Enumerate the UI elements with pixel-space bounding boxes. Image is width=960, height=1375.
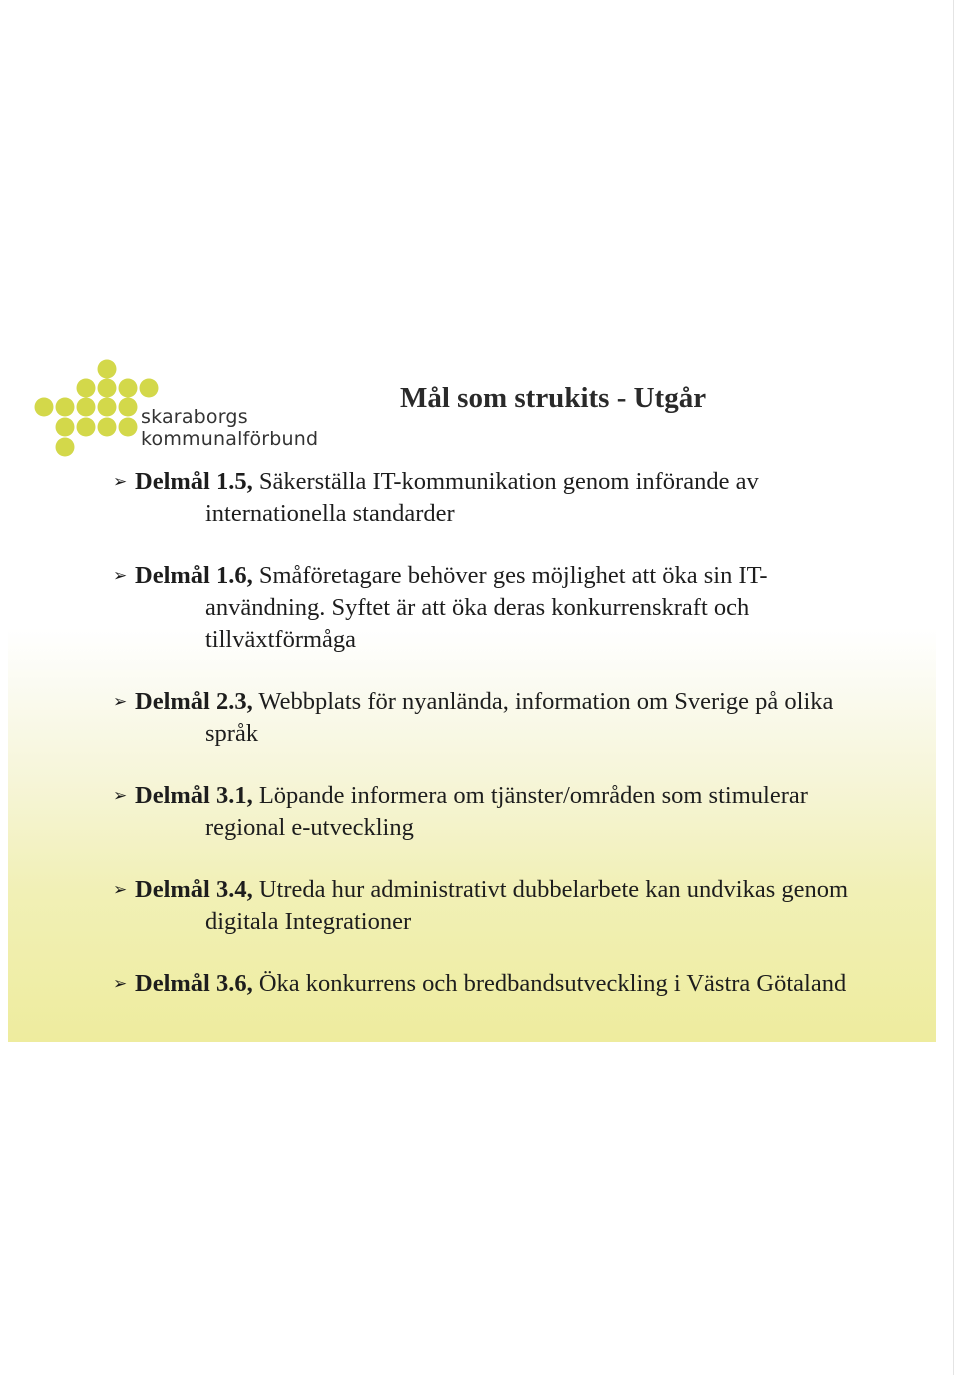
goal-item (113, 560, 873, 656)
goal-body (135, 780, 873, 844)
goal-body (135, 560, 873, 656)
goal-body (135, 686, 873, 750)
goal-item (113, 780, 873, 844)
logo-line-2: kommunalförbund (141, 428, 319, 450)
arrow-bullet-icon: ➢ (113, 566, 128, 585)
goal-text: Öka konkurrens och bredbandsutveckling i Västra Götaland (258, 970, 847, 997)
logo-line-1: skaraborgs (141, 406, 248, 428)
goal-text: Småföretagare behöver ges möjlighet att öka sin IT-användning. Syftet är att öka deras konkurrenskraft och tillväxtförmåga (205, 562, 768, 653)
goal-id: Delmål 3.6, (135, 970, 253, 997)
goal-id: Delmål 2.3, (135, 688, 253, 715)
goal-body (135, 466, 873, 530)
goal-text: Webbplats för nyanlända, information om Sverige på olika språk (205, 688, 834, 747)
goal-item (113, 686, 873, 750)
goal-id: Delmål 3.1, (135, 782, 253, 809)
goal-item (113, 874, 873, 938)
slide-title: Mål som strukits - Utgår (400, 382, 707, 414)
goal-body (135, 968, 873, 1000)
goal-id: Delmål 3.4, (135, 876, 253, 903)
logo-text (141, 406, 318, 450)
goal-text: Säkerställa IT-kommunikation genom införande av internationella standarder (205, 468, 759, 527)
arrow-bullet-icon: ➢ (113, 974, 128, 993)
goal-body (135, 874, 873, 938)
arrow-bullet-icon: ➢ (113, 692, 128, 711)
goal-text: Utreda hur administrativt dubbelarbete kan undvikas genom digitala Integrationer (205, 876, 849, 935)
slide (8, 352, 936, 1042)
goal-list (113, 466, 873, 1000)
page-edge (953, 0, 954, 1375)
arrow-bullet-icon: ➢ (113, 786, 128, 805)
goal-item (113, 968, 873, 1000)
goal-id: Delmål 1.5, (135, 468, 253, 495)
logo (26, 358, 346, 473)
arrow-bullet-icon: ➢ (113, 472, 128, 491)
goal-id: Delmål 1.6, (135, 562, 253, 589)
goal-text: Löpande informera om tjänster/områden som stimulerar regional e-utveckling (205, 782, 808, 841)
arrow-bullet-icon: ➢ (113, 880, 128, 899)
goal-item (113, 466, 873, 530)
